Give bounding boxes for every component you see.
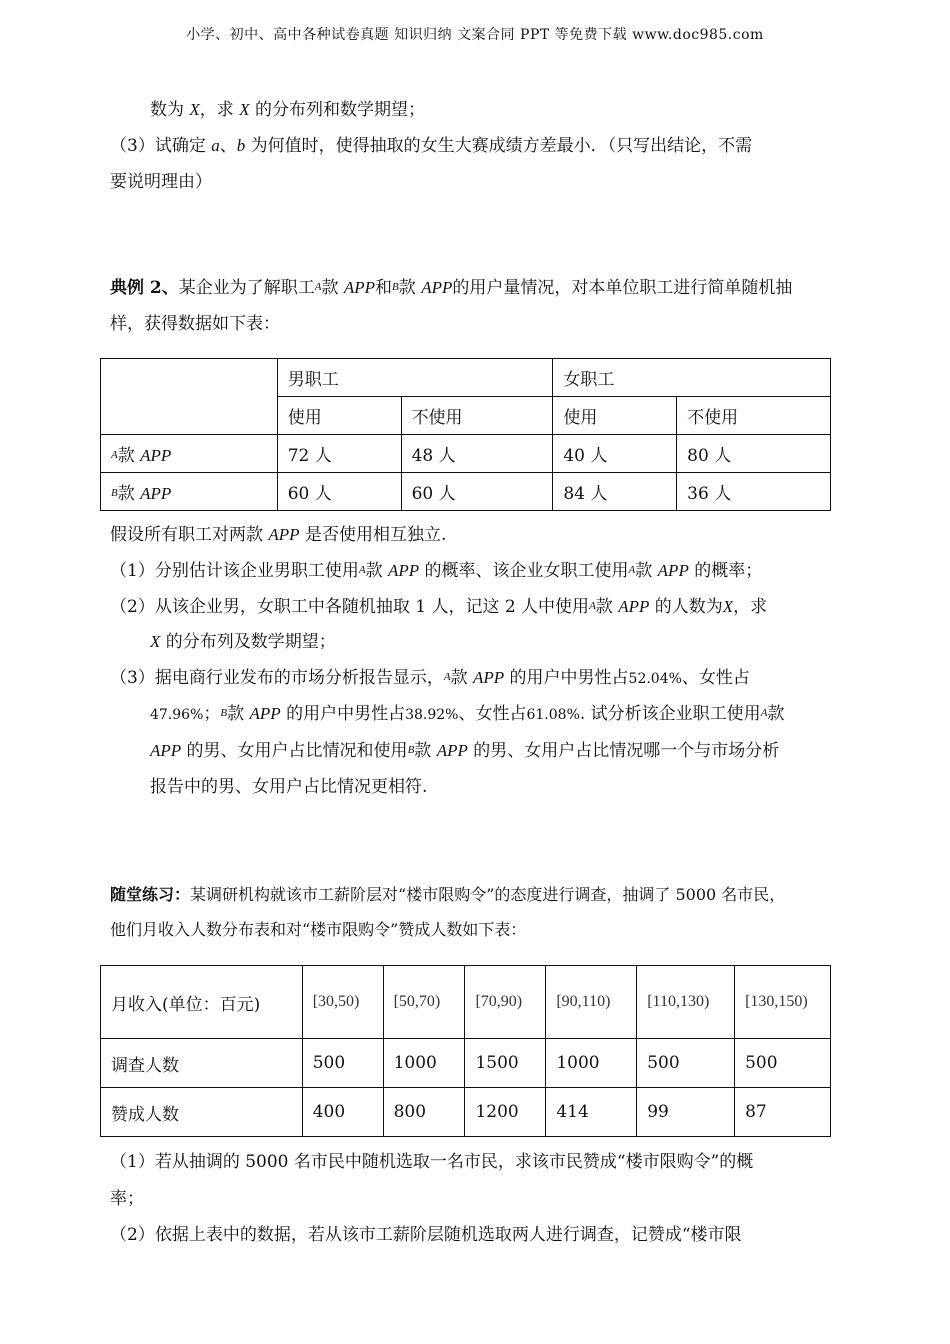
app-text: APP [618,597,650,616]
letter-b: B [220,707,228,719]
table-cell: 36 人 [677,473,831,511]
app-text: APP [268,525,300,544]
table-cell: 60 人 [277,473,401,511]
var-a: a [211,136,220,155]
percent: 52.04% [628,671,682,687]
prev-line-1 [150,98,425,122]
app-text: APP [150,741,182,760]
app-text: APP [249,704,281,723]
interval-cell: [90,110) [546,966,637,1039]
app-text: APP [436,741,468,760]
text: 数为 [150,100,190,120]
text: ，求 [733,597,768,617]
table-cell: 60 人 [401,473,553,511]
letter-a: A [760,707,768,719]
question-2-line-1 [110,594,767,619]
var-x: X [722,597,734,616]
practice-intro-2: 他们月收入人数分布表和对“楼市限购令”赞成人数如下表： [110,920,527,939]
table-cell: 500 [302,1039,383,1088]
text: 是否使用相互独立. [299,525,447,545]
text: 、女性占 [681,668,750,688]
text: 款 [635,561,658,581]
table-cell: 87 [735,1088,831,1137]
text: 款 [117,484,141,504]
question-2-line-2 [150,630,336,654]
percent: 47.96% [150,707,204,723]
practice-intro-1 [110,883,785,907]
app-text: APP [140,446,172,465]
practice-q2-line-1: （2）依据上表中的数据，若从该市工薪阶层随机选取两人进行调查，记赞成“楼市限 [110,1225,742,1245]
app-usage-table [100,358,831,511]
table-cell: 500 [637,1039,735,1088]
example2-intro-2: 样，获得数据如下表： [110,314,280,334]
question-3-line-4: 报告中的男、女用户占比情况更相符. [150,777,428,797]
practice-q1-line-2: 率； [110,1189,144,1209]
table-cell: 72 人 [277,435,401,473]
interval-cell: [110,130) [637,966,735,1039]
text: 的用户中男性占 [280,704,406,724]
prev-line-2 [110,134,752,158]
header-not-use: 不使用 [677,397,831,435]
var-x: X [189,100,200,119]
practice-title: 随堂练习： [110,885,191,904]
text: 款 [321,278,344,298]
text: 的男、女用户占比情况哪一个与市场分析 [467,741,780,761]
example-title: 典例 2、 [110,278,179,298]
header-income-label: 月收入(单位：百元) [101,966,303,1039]
table-row [101,1088,831,1137]
table-row [101,1039,831,1088]
header-male: 男职工 [277,359,553,397]
text: 款 [414,741,437,761]
text: 款 [365,561,388,581]
prev-line-3: 要说明理由） [110,172,212,192]
text: . 试分析该企业职工使用 [579,704,761,724]
table-corner-cell [101,359,278,435]
text: 款 [398,278,422,298]
letter-a: A [314,281,322,293]
table-header-row [101,966,831,1039]
text: 款 [117,446,141,466]
text: （1）分别估计该企业男职工使用 [110,561,359,581]
var-b: b [236,136,246,155]
text: 的用户量情况，对本单位职工进行简单随机抽 [452,278,793,298]
letter-a: A [111,449,118,461]
question-3-line-2 [150,701,784,727]
text: 款 [767,704,785,724]
text: 和 [375,278,393,298]
var-x: X [239,100,250,119]
interval-cell: [130,150) [735,966,831,1039]
table-cell: 800 [383,1088,465,1137]
interval-cell: [50,70) [383,966,465,1039]
letter-b: B [111,487,118,499]
app-text: APP [343,278,376,297]
text: 的分布列和数学期望； [249,100,425,120]
income-survey-table [100,965,831,1137]
text: 的男、女用户占比情况和使用 [181,741,408,761]
table-cell: 40 人 [553,435,677,473]
example2-intro-1 [110,275,792,300]
question-3-line-3 [150,738,779,763]
table-cell: 400 [302,1088,383,1137]
text: 某企业为了解职工 [178,278,315,298]
table-cell: 48 人 [401,435,553,473]
table-cell: 414 [546,1088,637,1137]
text: 假设所有职工对两款 [110,525,269,545]
app-text: APP [657,561,689,580]
page-header: 小学、初中、高中各种试卷真题 知识归纳 文案合同 PPT 等免费下载 www.doc985.com [186,27,764,43]
row-label: 调查人数 [101,1039,303,1088]
text: 的人数为 [649,597,723,617]
percent: 38.92% [405,707,459,723]
interval-cell: [70,90) [465,966,546,1039]
table-cell: 84 人 [553,473,677,511]
text: 的概率、该企业女职工使用 [419,561,629,581]
question-1 [110,558,762,583]
row-label [101,473,278,511]
percent: 61.08% [526,707,580,723]
letter-a: A [589,600,596,612]
header-not-use: 不使用 [401,397,553,435]
table-cell: 1200 [465,1088,546,1137]
app-text: APP [421,278,453,297]
row-label [101,435,278,473]
row-label: 赞成人数 [101,1088,303,1137]
var-x: X [150,632,161,651]
header-female: 女职工 [553,359,831,397]
header-use: 使用 [277,397,401,435]
interval-cell: [30,50) [302,966,383,1039]
text: （3）据电商行业发布的市场分析报告显示， [110,668,444,688]
question-3-line-1 [110,665,750,691]
letter-b: B [407,744,415,756]
letter-a: A [628,564,636,576]
text: 的分布列及数学期望； [160,632,336,652]
text: 款 [450,668,473,688]
letter-b: B [392,281,399,293]
app-text: APP [472,668,505,687]
text: （3）试确定 [110,136,212,156]
text: 的概率； [688,561,763,581]
text: 某调研机构就该市工薪阶层对“楼市限购令”的态度进行调查，抽调了 5000 名市民， [190,885,786,904]
text: 款 [227,704,250,724]
practice-q1-line-1: （1）若从抽调的 5000 名市民中随机选取一名市民，求该市民赞成“楼市限购令”的概 [110,1152,754,1172]
letter-a: A [443,671,451,683]
text: ； [203,704,221,724]
text: 为何值时，使得抽取的女生大赛成绩方差最小．（只写出结论，不需 [245,136,753,156]
table-row [101,435,831,473]
app-text: APP [387,561,420,580]
header-use: 使用 [553,397,677,435]
text: ，求 [199,100,240,120]
table-cell: 500 [735,1039,831,1088]
text: 的用户中男性占 [504,668,629,688]
table-cell: 99 [637,1088,735,1137]
table-cell: 80 人 [677,435,831,473]
table-cell: 1000 [383,1039,465,1088]
table-cell: 1000 [546,1039,637,1088]
text: （2）从该企业男，女职工中各随机抽取 1 人，记这 2 人中使用 [110,597,590,617]
table-row [101,473,831,511]
text: 、 [219,136,237,156]
text: 款 [595,597,619,617]
text: 、女性占 [458,704,527,724]
assumption [110,523,446,547]
table-cell: 1500 [465,1039,546,1088]
letter-a: A [358,564,366,576]
app-text: APP [140,484,172,503]
